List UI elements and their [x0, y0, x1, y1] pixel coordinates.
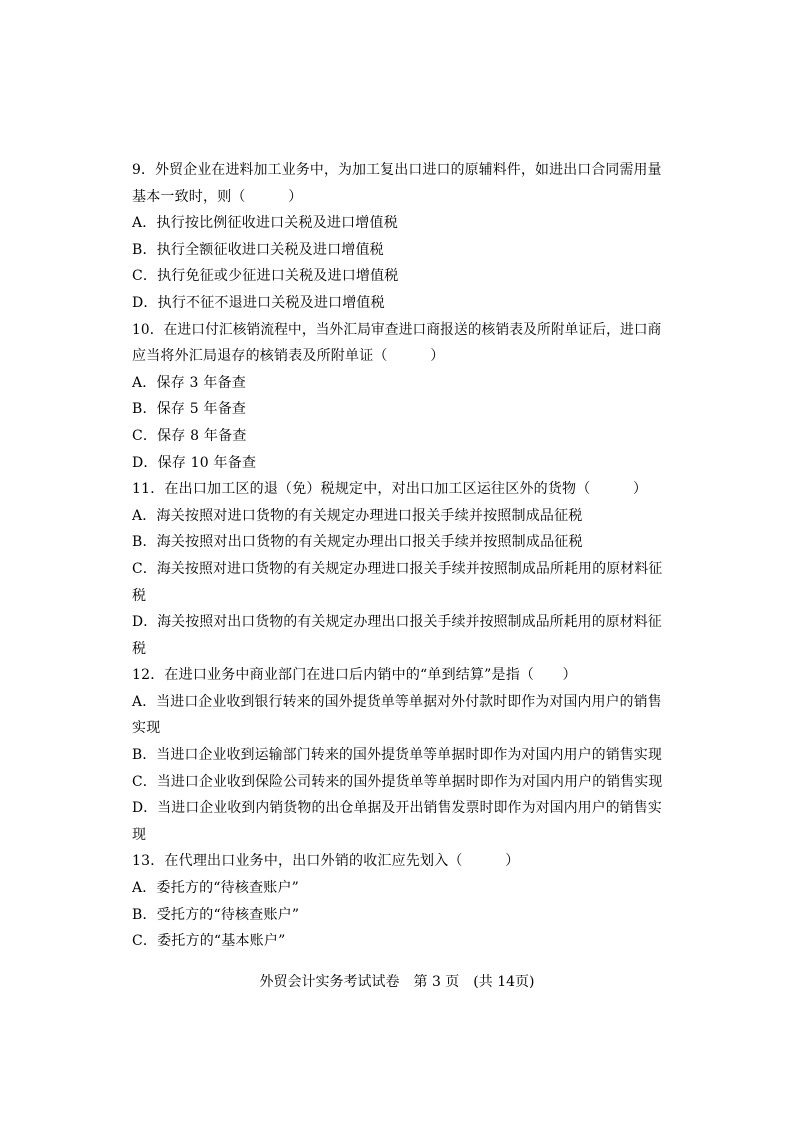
- question-11-option-c-cont: 税: [132, 587, 147, 604]
- question-12-option-a-cont: 实现: [132, 720, 161, 737]
- question-11-option-d-cont: 税: [132, 640, 147, 657]
- question-9-option-d: D．执行不征不退进口关税及进口增值税: [132, 294, 385, 311]
- question-13-option-a: A．委托方的“待核查账户”: [132, 880, 300, 897]
- exam-questions: [132, 157, 662, 955]
- question-9-line-1: 9．外贸企业在进料加工业务中，为加工复出口进口的原辅料件，如进出口合同需用量: [132, 162, 662, 178]
- question-11-option-c: C．海关按照对进口货物的有关规定办理进口报关手续并按照制成品所耗用的原材料征: [132, 560, 663, 577]
- question-9-option-b: B．执行全额征收进口关税及进口增值税: [132, 241, 384, 258]
- question-13-line-1: 13．在代理出口业务中，出口外销的收汇应先划入（ ）: [132, 853, 520, 870]
- question-9-option-a: A．执行按比例征收进口关税及进口增值税: [132, 215, 398, 232]
- question-10-line-2: 应当将外汇局退存的核销表及所附单证（ ）: [132, 348, 445, 365]
- question-9-option-c: C．执行免征或少征进口关税及进口增值税: [132, 268, 399, 285]
- question-10-option-d: D．保存 10 年备查: [132, 454, 257, 471]
- question-10-option-b: B．保存 5 年备查: [132, 401, 247, 418]
- question-11-line-1: 11．在出口加工区的退（免）税规定中，对出口加工区运往区外的货物（ ）: [132, 481, 648, 498]
- question-10-option-c: C．保存 8 年备查: [132, 427, 247, 444]
- question-12-option-b: B．当进口企业收到运输部门转来的国外提货单等单据时即作为对国内用户的销售实现: [132, 747, 662, 764]
- question-10-option-a: A．保存 3 年备查: [132, 374, 246, 391]
- question-11-option-a: A．海关按照对进口货物的有关规定办理进口报关手续并按照制成品征税: [132, 507, 583, 524]
- question-13-option-b: B．受托方的“待核查账户”: [132, 906, 300, 923]
- question-12-option-d-cont: 现: [132, 826, 147, 843]
- question-12-line-1: 12．在进口业务中商业部门在进口后内销中的“单到结算”是指（ ）: [132, 667, 577, 684]
- question-9-line-2: 基本一致时，则（ ）: [132, 188, 303, 205]
- page-footer: 外贸会计实务考试试卷 第 3 页 (共 14页): [259, 974, 535, 990]
- question-12-option-a: A．当进口企业收到银行转来的国外提货单等单据对外付款时即作为对国内用户的销售: [132, 693, 662, 710]
- question-11-option-b: B．海关按照对出口货物的有关规定办理出口报关手续并按照制成品征税: [132, 534, 583, 551]
- question-11-option-d: D．海关按照对出口货物的有关规定办理出口报关手续并按照制成品所耗用的原材料征: [132, 614, 662, 631]
- question-13-option-c: C．委托方的“基本账户”: [132, 933, 286, 950]
- question-10-line-1: 10．在进口付汇核销流程中，当外汇局审查进口商报送的核销表及所附单证后，进口商: [132, 321, 662, 338]
- question-12-option-c: C．当进口企业收到保险公司转来的国外提货单等单据时即作为对国内用户的销售实现: [132, 773, 663, 790]
- question-12-option-d: D．当进口企业收到内销货物的出仓单据及开出销售发票时即作为对国内用户的销售实: [132, 800, 662, 817]
